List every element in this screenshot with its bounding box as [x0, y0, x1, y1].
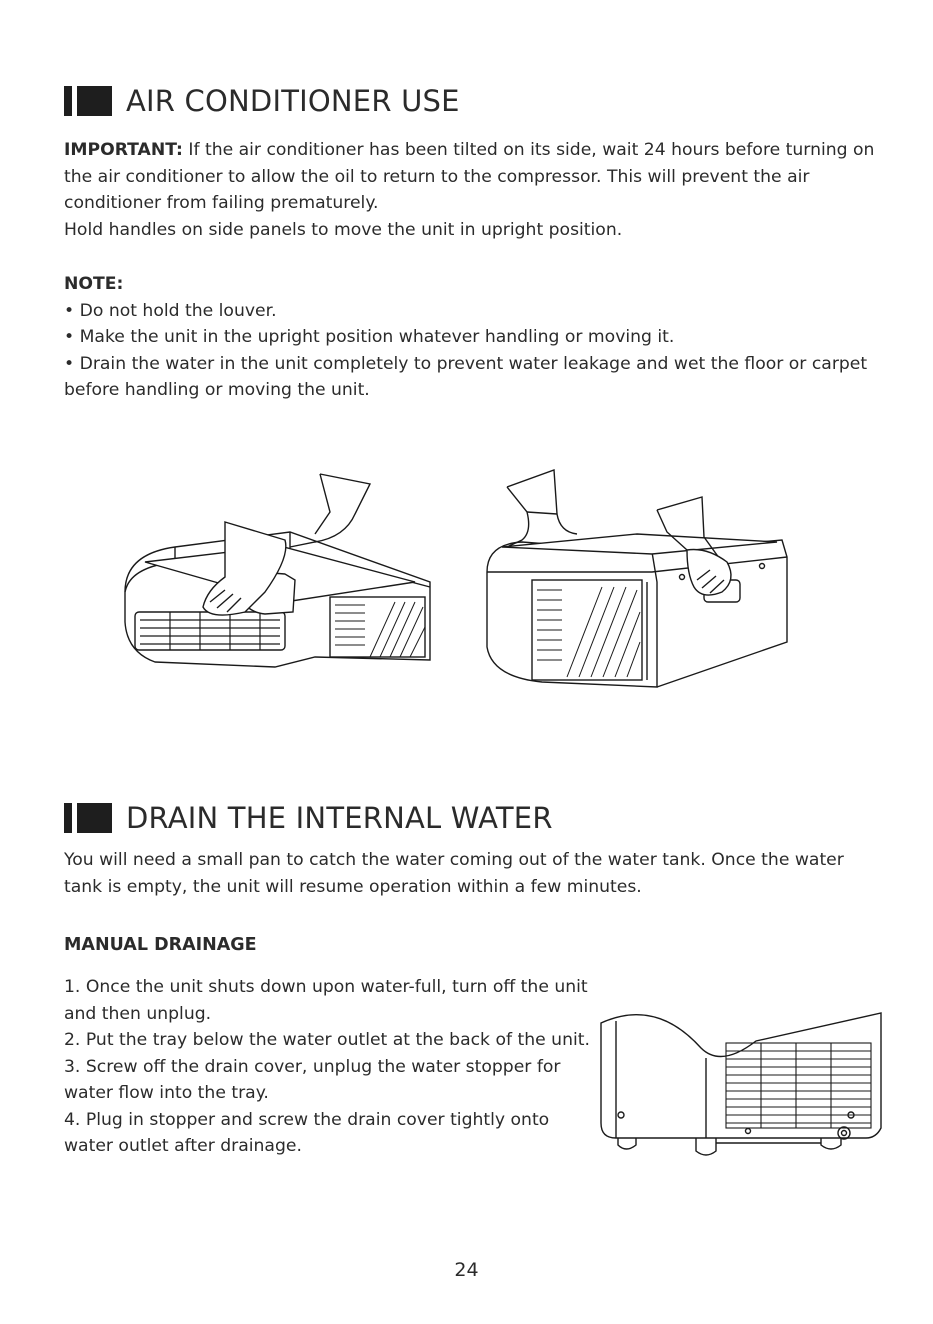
note-item: • Drain the water in the unit completely to prevent water leakage and wet the floor or carpet before handling or moving the unit.: [64, 353, 868, 400]
note-item: • Make the unit in the upright position whatever handling or moving it.: [64, 327, 675, 347]
manual-drainage-heading: MANUAL DRAINAGE: [64, 935, 257, 955]
drainage-steps: [64, 974, 594, 1160]
section-header-drain: [64, 801, 553, 835]
hold-handles-text: Hold handles on side panels to move the unit in upright position.: [64, 219, 623, 240]
drainage-step: 1. Once the unit shuts down upon water-full, turn off the unit and then unplug.: [64, 977, 588, 1024]
note-item: • Do not hold the louver.: [64, 300, 277, 321]
drainage-step: 4. Plug in stopper and screw the drain cover tightly onto water outlet after drainage.: [64, 1109, 550, 1156]
note-block: [64, 271, 879, 404]
section-marker: [64, 803, 112, 833]
section-title-drain: DRAIN THE INTERNAL WATER: [126, 801, 553, 835]
drainage-step: 2. Put the tray below the water outlet at the back of the unit.: [64, 1030, 590, 1050]
illustration-hold-handles: [482, 462, 802, 697]
drain-intro: [64, 847, 869, 900]
drainage-step: 3. Screw off the drain cover, unplug the water stopper for water flow into the tray.: [64, 1056, 561, 1103]
drain-intro-text: You will need a small pan to catch the water coming out of the water tank. Once the water tank is empty, the unit will resume operation within a few minutes.: [64, 850, 844, 897]
important-paragraph: [64, 137, 879, 243]
section-marker: [64, 86, 112, 116]
important-text: If the air conditioner has been tilted on its side, wait 24 hours before turning on the air conditioner to allow the oil to return to the compressor. This will prevent the air conditioner from failing prematurely.: [64, 140, 875, 213]
section-header-ac-use: [64, 84, 460, 118]
section-title-ac-use: AIR CONDITIONER USE: [126, 84, 460, 118]
important-label: IMPORTANT:: [64, 140, 183, 160]
note-label: NOTE:: [64, 274, 124, 294]
page-number: 24: [454, 1259, 479, 1281]
illustration-hold-top: [115, 462, 445, 687]
illustration-drain-outlet: [596, 1003, 886, 1165]
